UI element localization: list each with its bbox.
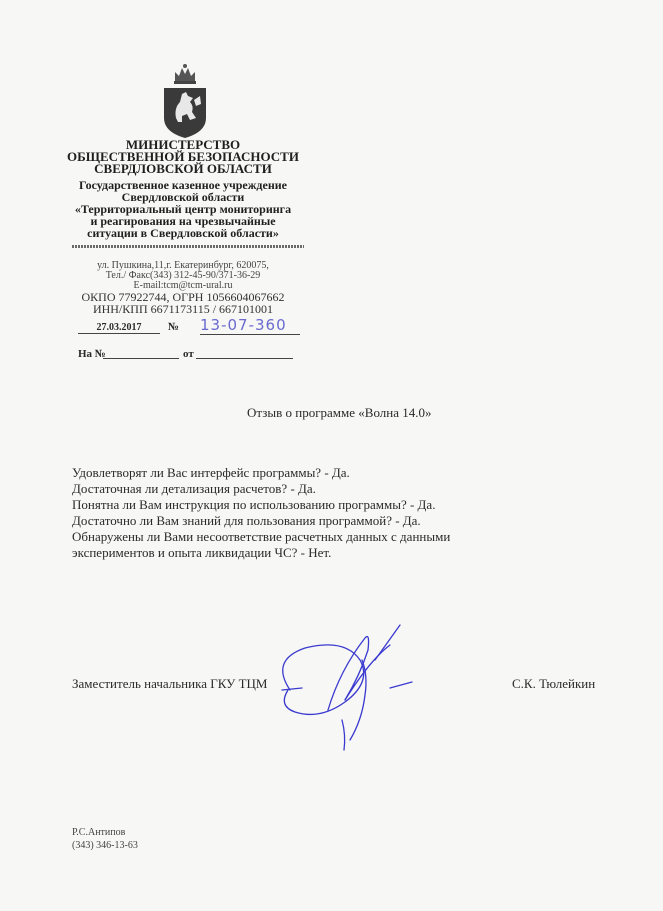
- signatory-name: С.К. Тюлейкин: [512, 676, 596, 691]
- org-institution-line1: Государственное казенное учреждение: [79, 178, 287, 192]
- question-line: экспериментов и опыта ликвидации ЧС? - Нет.: [72, 545, 332, 560]
- signatory-position: Заместитель начальника ГКУ ТЦМ: [72, 676, 268, 691]
- address-street: ул. Пушкина,11,г. Екатеринбург, 620075,: [97, 260, 269, 271]
- okpo-ogrn: ОКПО 77922744, ОГРН 1056604067662: [81, 290, 285, 304]
- question-line: Достаточная ли детализация расчетов? - Да.: [72, 481, 316, 496]
- org-institution-line5: ситуации в Свердловской области»: [87, 226, 279, 240]
- reply-from-label: от: [183, 348, 194, 360]
- executor-phone: (343) 346-13-63: [72, 840, 138, 851]
- org-institution-line4: и реагирования на чрезвычайные: [90, 214, 276, 228]
- handwritten-signature: [250, 620, 430, 770]
- org-institution-line3: «Территориальный центр мониторинга: [74, 202, 292, 216]
- question-line: Достаточно ли Вам знаний для пользования программой? - Да.: [72, 513, 421, 528]
- inn-kpp: ИНН/КПП 6671173115 / 667101001: [92, 302, 274, 316]
- reply-to-label: На №: [78, 348, 106, 360]
- reply-to-blank-line: [103, 358, 179, 359]
- question-line: Понятна ли Вам инструкция по использованию программы? - Да.: [72, 497, 436, 512]
- org-ministry-line1: МИНИСТЕРСТВО: [125, 137, 241, 152]
- header-divider: [72, 245, 304, 248]
- question-line: Удовлетворят ли Вас интерфейс программы? - Да.: [72, 465, 350, 480]
- reply-from-blank-line: [196, 358, 293, 359]
- org-institution-line2: Свердловской области: [121, 190, 245, 204]
- address-email: E-mail:tcm@tcm-ural.ru: [133, 280, 233, 291]
- document-subject: Отзыв о программе «Волна 14.0»: [247, 405, 432, 420]
- registration-number-label: №: [168, 321, 180, 333]
- org-ministry-line3: СВЕРДЛОВСКОЙ ОБЛАСТИ: [94, 161, 272, 176]
- registration-date: 27.03.2017: [78, 322, 160, 334]
- question-line: Обнаружены ли Вами несоответствие расчетных данных с данными: [72, 529, 451, 544]
- registration-number-handwritten: 13-07-360: [200, 316, 300, 335]
- executor-name: Р.С.Антипов: [72, 827, 126, 838]
- org-ministry-line2: ОБЩЕСТВЕННОЙ БЕЗОПАСНОСТИ: [67, 149, 299, 164]
- coat-of-arms-emblem: [160, 60, 210, 140]
- address-phone-fax: Тел./ Факс(343) 312-45-90/371-36-29: [105, 270, 261, 281]
